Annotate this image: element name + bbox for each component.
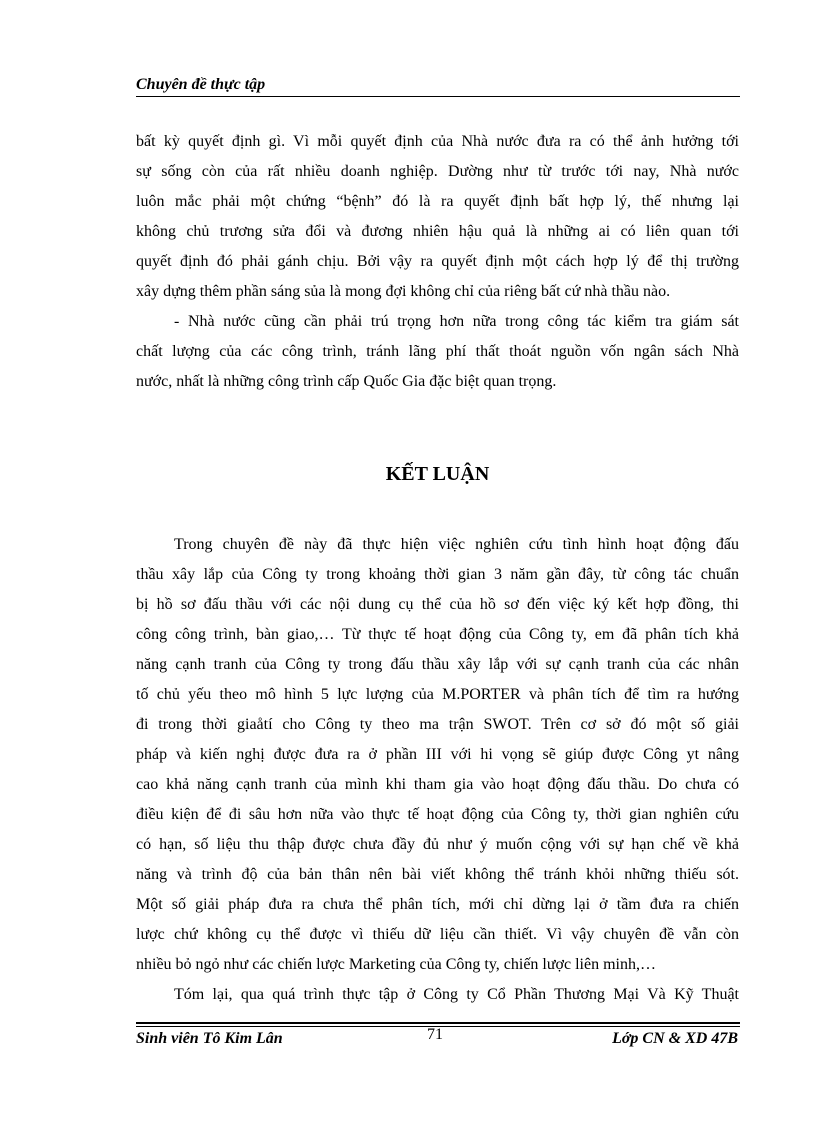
text-line: điều kiện để đi sâu hơn nữa vào thực tế hoạt động của Công ty, thời gian nghiên cứu (136, 806, 739, 823)
text-line: nước, nhất là những công trình cấp Quốc Gia đặc biệt quan trọng. (136, 373, 557, 390)
body-text-conclusion (136, 530, 739, 1010)
footer-divider-thick (136, 1022, 740, 1024)
text-line: - Nhà nước cũng cần phải trú trọng hơn nữa trong công tác kiểm tra giám sát (174, 313, 739, 330)
text-line: cao khả năng cạnh tranh của mình khi tham gia vào hoạt động đấu thầu. Do chưa có (136, 776, 739, 793)
text-line: Một số giải pháp đưa ra chưa thể phân tích, mới chỉ dừng lại ở tầm đưa ra chiến (136, 896, 739, 913)
footer-student-name: Sinh viên Tô Kim Lân (136, 1030, 283, 1047)
text-line: quyết định đó phải gánh chịu. Bởi vậy ra quyết định một cách hợp lý để thị trường (136, 253, 739, 270)
text-line: công công trình, bàn giao,… Từ thực tế hoạt động của Công ty, em đã phân tích khả (136, 626, 739, 643)
text-line: tố chủ yếu theo mô hình 5 lực lượng của M.PORTER và phân tích để tìm ra hướng (136, 686, 739, 703)
text-line: Trong chuyên đề này đã thực hiện việc nghiên cứu tình hình hoạt động đấu (174, 536, 739, 553)
text-line: nhiều bỏ ngỏ như các chiến lược Marketing của Công ty, chiến lược liên minh,… (136, 956, 656, 973)
text-line: sự sống còn của rất nhiều doanh nghiệp. Dường như từ trước tới nay, Nhà nước (136, 163, 739, 180)
text-line: bất kỳ quyết định gì. Vì mỗi quyết định của Nhà nước đưa ra có thể ảnh hưởng tới (136, 133, 739, 150)
header-divider (136, 96, 740, 97)
body-text-top (136, 127, 739, 397)
footer-class-name: Lớp CN & XD 47B (612, 1030, 738, 1047)
text-line: lược chứ không cụ thể được vì thiếu dữ liệu cần thiết. Vì vậy chuyên đề vẫn còn (136, 926, 739, 943)
text-line: không chủ trương sửa đổi và đương nhiên hậu quả là những ai có liên quan tới (136, 223, 739, 240)
text-line: bị hồ sơ đấu thầu với các nội dung cụ thể của hồ sơ đến việc ký kết hợp đồng, thi (136, 596, 739, 613)
section-heading: KẾT LUẬN (385, 463, 490, 485)
text-line: Tóm lại, qua quá trình thực tập ở Công ty Cổ Phần Thương Mại Và Kỹ Thuật (174, 986, 739, 1003)
page-header-title: Chuyên đề thực tập (136, 76, 266, 93)
text-line: năng cạnh tranh của Công ty trong đấu thầu xây lắp với sự cạnh tranh của các nhân (136, 656, 739, 673)
text-line: pháp và kiến nghị được đưa ra ở phần III với hi vọng sẽ giúp được Công yt nâng (136, 746, 739, 763)
text-line: thầu xây lắp của Công ty trong khoảng thời gian 3 năm gần đây, từ công tác chuẩn (136, 566, 739, 583)
text-line: năng và trình độ của bản thân nên bài viết không thể tránh khỏi những thiếu sót. (136, 866, 739, 883)
text-line: có hạn, số liệu thu thập được chưa đầy đủ như ý muốn cộng với sự hạn chế về khả (136, 836, 739, 853)
text-line: xây dựng thêm phần sáng sủa là mong đợi không chỉ của riêng bất cứ nhà thầu nào. (136, 283, 671, 300)
text-line: chất lượng của các công trình, tránh lãng phí thất thoát nguồn vốn ngân sách Nhà (136, 343, 739, 360)
text-line: luôn mắc phải một chứng “bệnh” đó là ra quyết định bất hợp lý, thế nhưng lại (136, 193, 739, 210)
page-number: 71 (427, 1026, 443, 1043)
text-line: đi trong thời giaåtí cho Công ty theo ma trận SWOT. Trên cơ sở đó một số giải (136, 716, 739, 733)
